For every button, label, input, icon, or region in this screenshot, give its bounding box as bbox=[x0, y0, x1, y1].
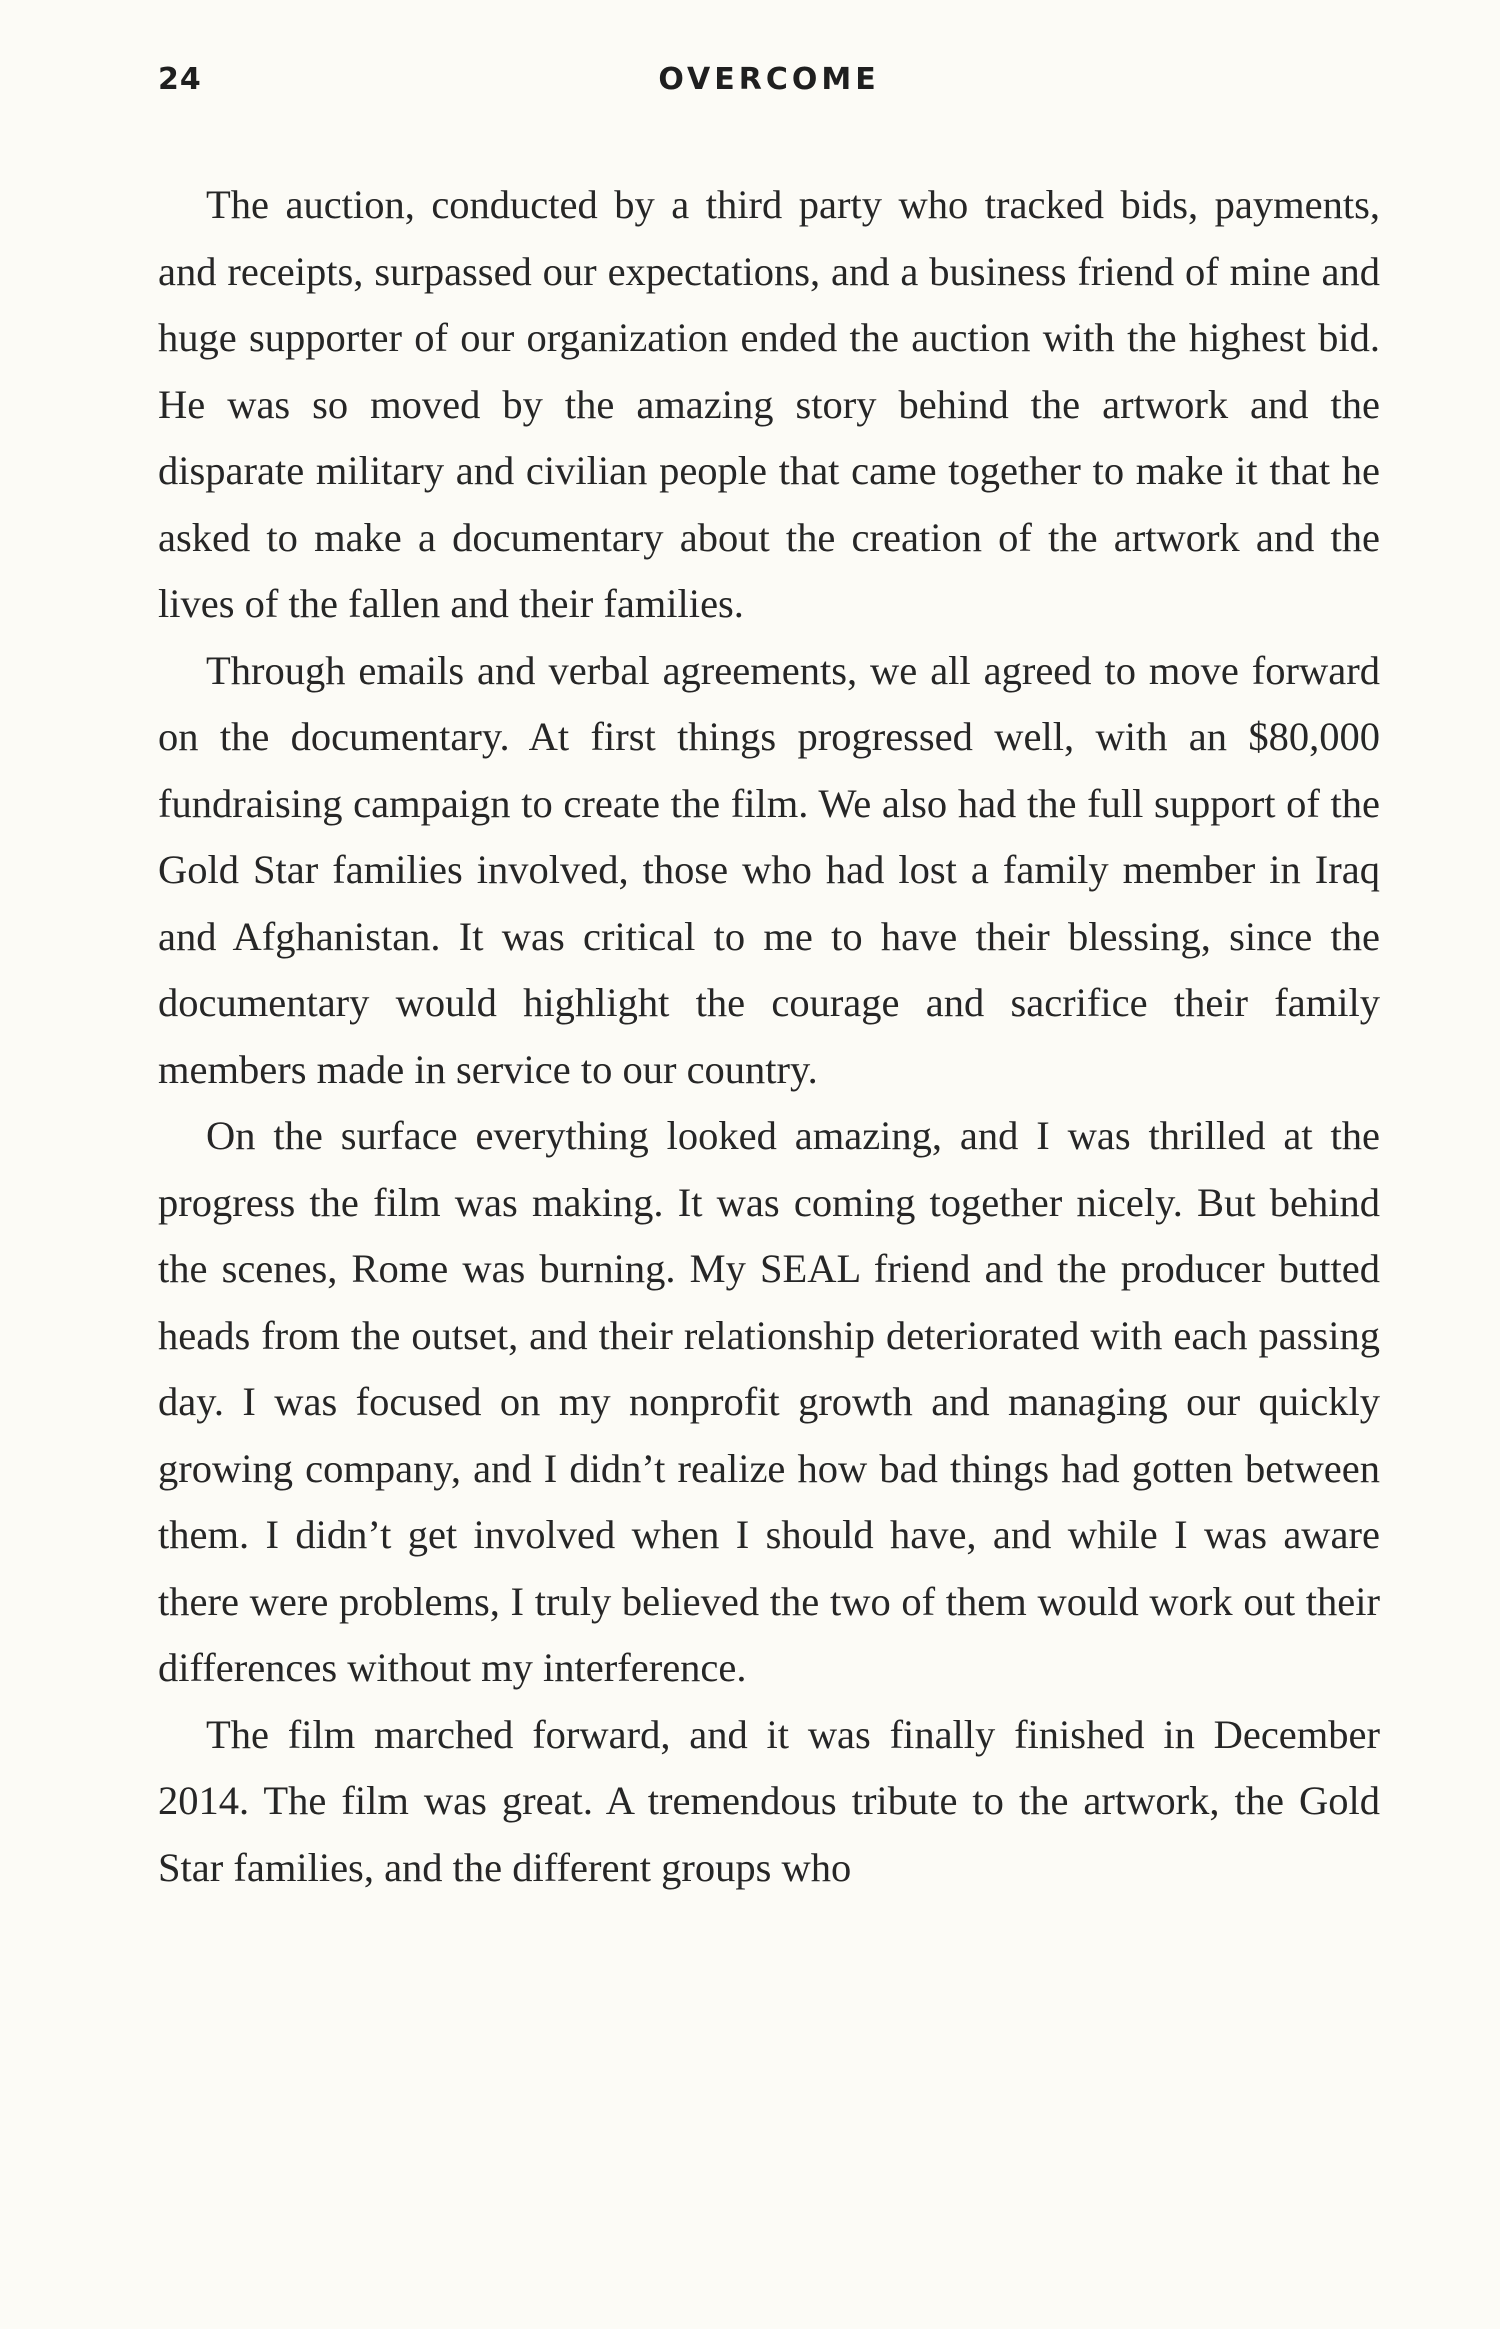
page-number: 24 bbox=[158, 62, 202, 97]
body-text bbox=[158, 172, 1380, 1901]
paragraph: Through emails and verbal agreements, we all agreed to move forward on the documentary. At first things progressed well, with an $80,000 fundraising campaign to create the film. We also had the full support of the Gold Star families involved, those who had lost a family member in Iraq and Afghanistan. It was critical to me to have their blessing, since the documentary would highlight the courage and sacrifice their family members made in service to our country. bbox=[158, 647, 1380, 1092]
paragraph: On the surface everything looked amazing, and I was thrilled at the progress the film was making. It was coming together nicely. But behind the scenes, Rome was burning. My SEAL friend and the producer butted heads from the outset, and their relationship deteriorated with each passing day. I was focused on my nonprofit growth and managing our quickly growing company, and I didn’t realize how bad things had gotten between them. I didn’t get involved when I should have, and while I was aware there were problems, I truly believed the two of them would work out their differences without my interference. bbox=[158, 1113, 1380, 1690]
page-header bbox=[158, 62, 1380, 110]
paragraph: The film marched forward, and it was finally finished in December 2014. The film was great. A tremendous tribute to the artwork, the Gold Star families, and the different groups who bbox=[158, 1711, 1380, 1890]
paragraph: The auction, conducted by a third party who tracked bids, payments, and receipts, surpassed our expectations, and a business friend of mine and huge supporter of our organization ended the auction with the highest bid. He was so moved by the amazing story behind the artwork and the disparate military and civilian people that came together to make it that he asked to make a documentary about the creation of the artwork and the lives of the fallen and their families. bbox=[158, 182, 1380, 626]
running-title: OVERCOME bbox=[658, 62, 880, 97]
